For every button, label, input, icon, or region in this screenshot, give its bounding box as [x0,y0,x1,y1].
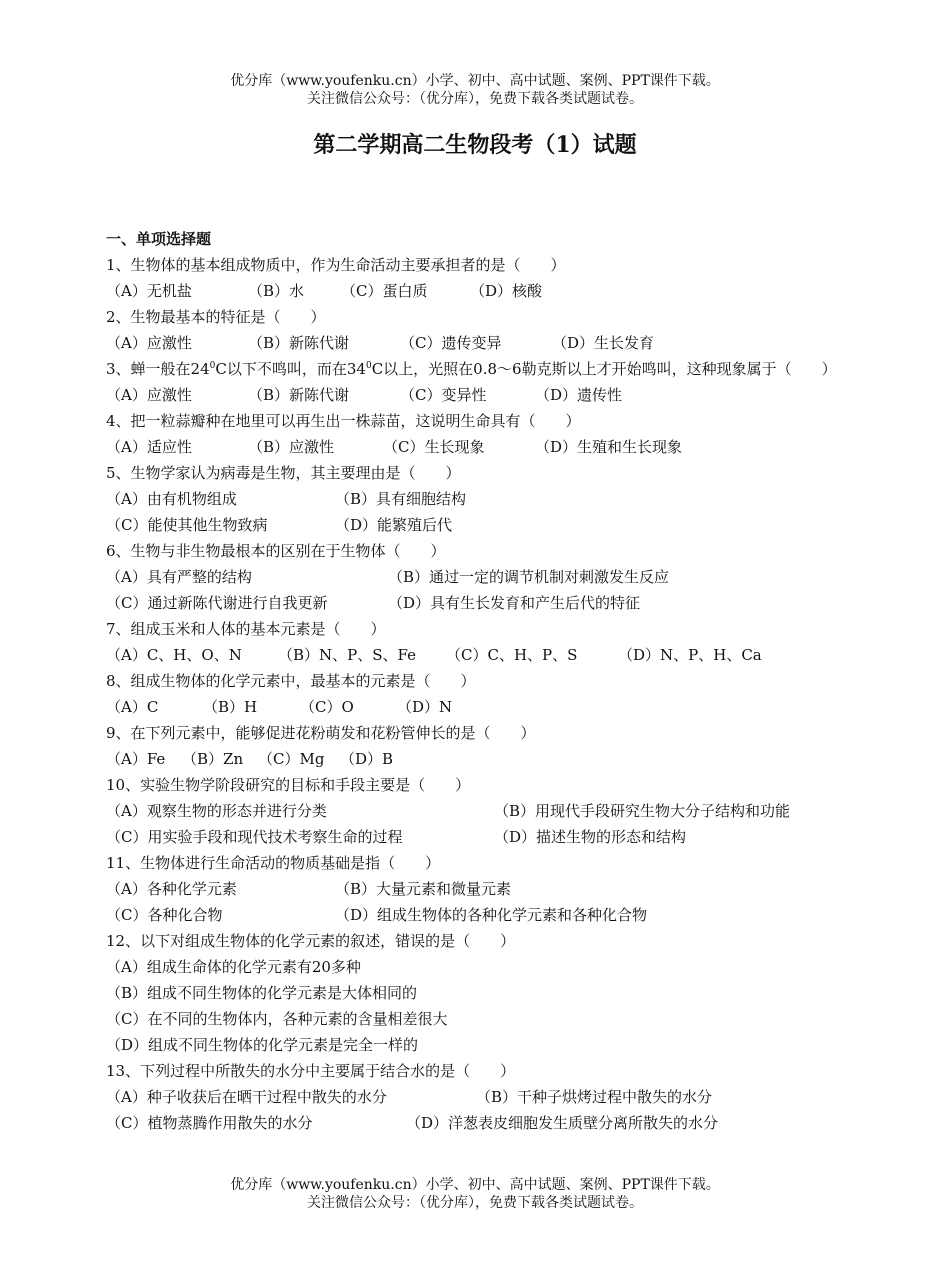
question-7: 7、组成玉米和人体的基本元素是（ ） [106,620,386,638]
options-row [106,980,851,1006]
question-10: 10、实验生物学阶段研究的目标和手段主要是（ ） [106,776,471,794]
question-3: 3、蝉一般在$24^0C$以下不鸣叫，而在$34^0C$以上，光照在0.8～6勒克斯以上才开始鸣叫，这种现象属于（ ） [106,360,837,378]
option: （A）各种化学元素 [106,880,237,898]
options-row [106,1110,851,1136]
page-title: 第二学期高二生物段考（1）试题 [313,132,637,158]
option: （D）组成生物体的各种化学元素和各种化合物 [335,906,648,924]
option: （A）适应性 [106,438,192,456]
option: （C）Mg [258,750,325,768]
option: （B）新陈代谢 [248,334,350,352]
question-13: 13、下列过程中所散失的水分中主要属于结合水的是（ ） [106,1062,516,1080]
options-row [106,1006,851,1032]
page-footer [0,1176,950,1212]
option: （C）O [300,698,354,716]
option: （C）各种化合物 [106,906,223,924]
option: （B）H [203,698,258,716]
option: （B）组成不同生物体的化学元素是大体相同的 [106,984,418,1002]
option: （A）应激性 [106,386,192,404]
option: （D）洋葱表皮细胞发生质壁分离所散失的水分 [406,1114,719,1132]
option: （A）由有机物组成 [106,490,237,508]
option: （C）在不同的生物体内，各种元素的含量相差很大 [106,1010,448,1028]
options-row [106,798,851,824]
option: （D）能繁殖后代 [335,516,453,534]
options-row [106,694,851,720]
question-2: 2、生物最基本的特征是（ ） [106,308,326,326]
option: （B）新陈代谢 [248,386,350,404]
option: （D）生殖和生长现象 [535,438,683,456]
option: （B）干种子烘烤过程中散失的水分 [476,1088,713,1106]
option: （B）通过一定的调节机制对刺激发生反应 [388,568,670,586]
header-line-1: 优分库（www.youfenku.cn）小学、初中、高中试题、案例、PPT课件下载。 [230,73,720,89]
option: （A）C、H、O、N [106,646,242,664]
option: （C）蛋白质 [341,282,428,300]
option: （D）遗传性 [535,386,623,404]
options-row [106,642,851,668]
option: （B）具有细胞结构 [335,490,467,508]
options-row [106,876,851,902]
section-heading: 一、单项选择题 [106,230,212,248]
options-row [106,382,851,408]
option: （D）具有生长发育和产生后代的特征 [388,594,641,612]
options-row [106,330,851,356]
option: （A）Fe [106,750,166,768]
options-row [106,434,851,460]
option: （A）应激性 [106,334,192,352]
question-6: 6、生物与非生物最根本的区别在于生物体（ ） [106,542,446,560]
options-row [106,278,851,304]
option: （D）核酸 [470,282,543,300]
option: （C）变异性 [400,386,487,404]
options-row [106,564,851,590]
option: （A）种子收获后在晒干过程中散失的水分 [106,1088,387,1106]
option: （B）用现代手段研究生物大分子结构和功能 [494,802,791,820]
option: （D）组成不同生物体的化学元素是完全一样的 [106,1036,419,1054]
header-line-2: 关注微信公众号：（优分库），免费下载各类试题试卷。 [307,91,643,107]
option: （C）能使其他生物致病 [106,516,268,534]
options-row [106,512,851,538]
option: （B）大量元素和微量元素 [335,880,512,898]
options-row [106,1084,851,1110]
option: （C）生长现象 [383,438,485,456]
question-11: 11、生物体进行生命活动的物质基础是指（ ） [106,854,441,872]
exam-content [106,226,851,1136]
option: （B）N、P、S、Fe [278,646,416,664]
option: （D）N、P、H、Ca [618,646,762,664]
question-5: 5、生物学家认为病毒是生物，其主要理由是（ ） [106,464,461,482]
option: （D）描述生物的形态和结构 [494,828,687,846]
option: （D）N [397,698,453,716]
option: （B）应激性 [248,438,335,456]
options-row [106,902,851,928]
question-8: 8、组成生物体的化学元素中，最基本的元素是（ ） [106,672,476,690]
options-row [106,746,851,772]
question-12: 12、以下对组成生物体的化学元素的叙述，错误的是（ ） [106,932,516,950]
option: （C）植物蒸腾作用散失的水分 [106,1114,313,1132]
option: （A）具有严整的结构 [106,568,252,586]
option: （C）通过新陈代谢进行自我更新 [106,594,328,612]
option: （C）C、H、P、S [446,646,578,664]
page-header [0,72,950,108]
options-row [106,824,851,850]
option: （B）Zn [182,750,244,768]
option: （A）无机盐 [106,282,192,300]
option: （D）B [340,750,394,768]
options-row [106,590,851,616]
options-row [106,1032,851,1058]
options-row [106,486,851,512]
option: （D）生长发育 [552,334,655,352]
footer-line-2: 关注微信公众号：（优分库），免费下载各类试题试卷。 [307,1195,643,1211]
option: （A）C [106,698,159,716]
option: （A）组成生命体的化学元素有20多种 [106,958,361,976]
footer-line-1: 优分库（www.youfenku.cn）小学、初中、高中试题、案例、PPT课件下载。 [230,1177,720,1193]
option: （C）遗传变异 [400,334,502,352]
options-row [106,954,851,980]
option: （C）用实验手段和现代技术考察生命的过程 [106,828,403,846]
question-9: 9、在下列元素中，能够促进花粉萌发和花粉管伸长的是（ ） [106,724,536,742]
question-1: 1、生物体的基本组成物质中，作为生命活动主要承担者的是（ ） [106,256,566,274]
option: （A）观察生物的形态并进行分类 [106,802,327,820]
question-4: 4、把一粒蒜瓣种在地里可以再生出一株蒜苗，这说明生命具有（ ） [106,412,581,430]
option: （B）水 [248,282,305,300]
